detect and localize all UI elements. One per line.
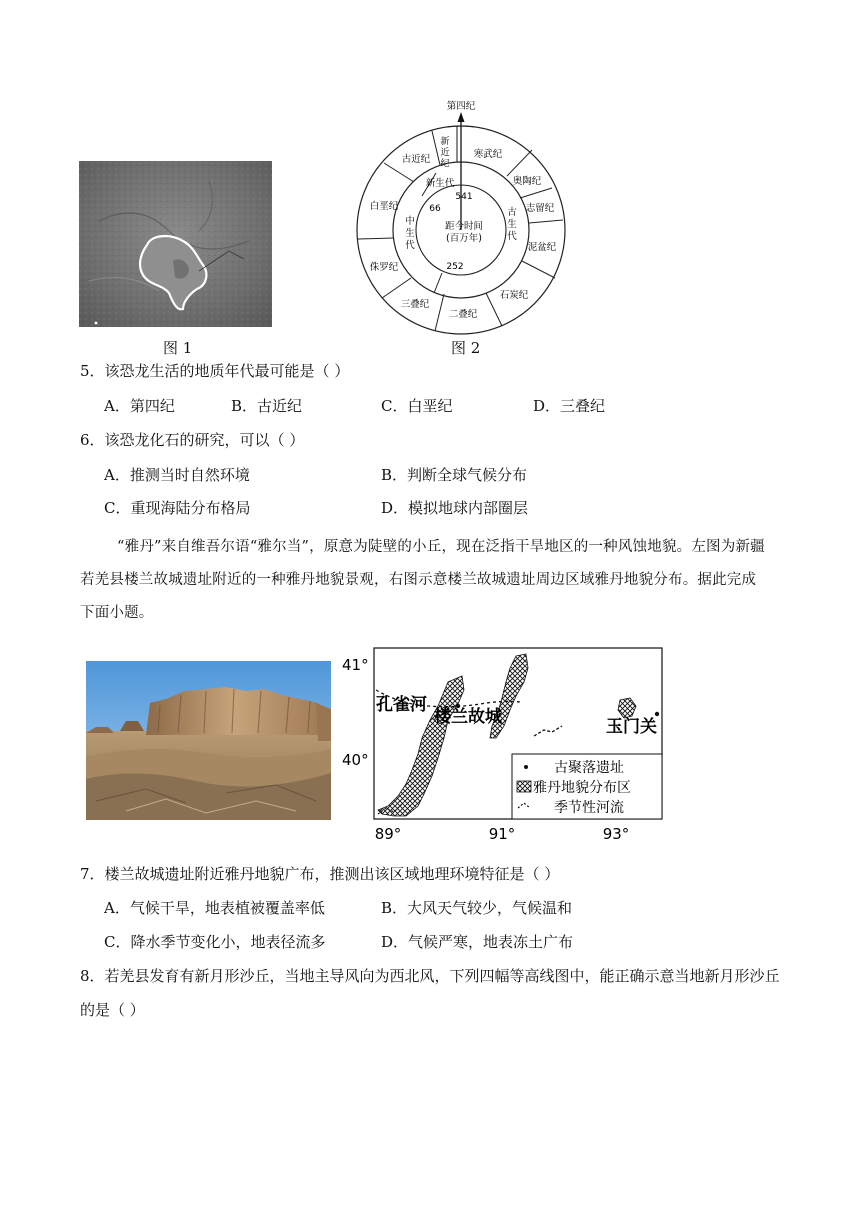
question-7-option-a[interactable]: A．气候干旱，地表植被覆盖率低 [104, 899, 325, 917]
label-541: 541 [455, 192, 473, 202]
question-5-text: 该恐龙生活的地质年代最可能是（ ） [104, 362, 350, 380]
legend-river-label: 季节性河流 [554, 800, 624, 816]
question-8-number: 8． [80, 967, 105, 985]
question-7-option-c[interactable]: C．降水季节变化小，地表径流多 [104, 933, 326, 951]
figure1-photo [79, 161, 272, 327]
label-mesozoic-3: 代 [405, 240, 415, 251]
label-paleozoic-1: 古 [507, 207, 517, 218]
question-7-text: 楼兰故城遗址附近雅丹地貌广布，推测出该区域地理环境特征是（ ） [104, 865, 560, 883]
lon-91-label: 91° [488, 825, 516, 843]
figure2-caption: 图 2 [451, 339, 481, 357]
label-mesozoic-1: 中 [405, 216, 415, 227]
label-silurian: 志留纪 [525, 203, 555, 214]
label-cretaceous: 白垩纪 [369, 201, 399, 212]
label-ordovician: 奥陶纪 [512, 176, 542, 187]
label-mesozoic-2: 生 [405, 228, 415, 239]
passage-line-1: “雅丹”来自维吾尔语“雅尔当”，原意为陡壁的小丘，现在泛指干旱地区的一种风蚀地貌。左图为新疆 [117, 539, 765, 555]
place-label-kongque-river: 孔雀河 [376, 695, 427, 715]
figure2-geologic-time-wheel [352, 98, 574, 338]
label-cambrian: 寒武纪 [473, 149, 503, 160]
question-7-option-d[interactable]: D．气候严寒，地表冻土广布 [381, 933, 574, 951]
legend-settlement-symbol [524, 765, 528, 769]
lat-40-label: 40° [342, 751, 369, 769]
label-cenozoic: 新生代 [425, 178, 455, 189]
label-neogene-1: 新 [440, 137, 450, 147]
question-6-option-a[interactable]: A．推测当时自然环境 [104, 466, 250, 484]
question-8-stem [80, 966, 780, 986]
question-6-text: 该恐龙化石的研究，可以（ ） [104, 431, 305, 449]
label-triassic: 三叠纪 [400, 299, 430, 310]
question-6-option-b[interactable]: B．判断全球气候分布 [381, 466, 528, 484]
place-label-yumenguan: 玉门关 [606, 717, 657, 737]
legend-settlement-label: 古聚落遗址 [554, 760, 624, 776]
lon-93-label: 93° [602, 825, 630, 843]
center-label-line2: (百万年) [446, 233, 482, 244]
question-6-option-d[interactable]: D．模拟地球内部圈层 [381, 499, 529, 517]
question-8-text-line1: 若羌县发育有新月形沙丘，当地主导风向为西北风，下列四幅等高线图中，能正确示意当地新月形沙丘 [104, 967, 780, 985]
question-5-option-c[interactable]: C．白垩纪 [381, 397, 453, 415]
yardang-distribution-map [340, 646, 670, 848]
question-6-stem [80, 430, 304, 450]
label-permian: 二叠纪 [448, 309, 478, 320]
question-7-number: 7． [80, 865, 105, 883]
passage [80, 531, 790, 630]
label-jurassic: 侏罗纪 [369, 262, 399, 273]
label-66: 66 [429, 204, 441, 214]
question-5-number: 5． [80, 362, 105, 380]
label-paleogene: 古近纪 [401, 154, 431, 165]
label-neogene-3: 纪 [440, 159, 450, 169]
lon-89-label: 89° [374, 825, 402, 843]
question-6-option-c[interactable]: C．重现海陆分布格局 [104, 499, 251, 517]
legend-yardang-label: 雅丹地貌分布区 [533, 780, 631, 796]
figure1-caption: 图 1 [163, 339, 193, 357]
question-5-stem [80, 361, 349, 381]
settlement-dot-yumenguan [655, 712, 659, 716]
legend-yardang-symbol [517, 781, 531, 792]
yardang-landscape-photo [86, 661, 331, 820]
passage-line-2: 若羌县楼兰故城遗址附近的一种雅丹地貌景观，右图示意楼兰故城遗址周边区域雅丹地貌分布。据此完成 [80, 572, 757, 588]
map-legend [512, 754, 662, 819]
question-7-stem [80, 864, 559, 884]
passage-line-3: 下面小题。 [80, 605, 154, 621]
question-5-option-a[interactable]: A．第四纪 [104, 397, 175, 415]
question-7-option-b[interactable]: B．大风天气较少，气候温和 [381, 899, 573, 917]
label-quaternary: 第四纪 [446, 101, 476, 112]
label-devonian: 泥盆纪 [527, 242, 557, 253]
place-label-loulan: 楼兰故城 [434, 707, 502, 727]
question-5-option-d[interactable]: D．三叠纪 [533, 397, 606, 415]
question-5-option-b[interactable]: B．古近纪 [231, 397, 303, 415]
label-paleozoic-2: 生 [507, 219, 517, 230]
question-8-text-line2: 的是（ ） [80, 1001, 145, 1019]
label-carboniferous: 石炭纪 [499, 290, 529, 301]
question-6-number: 6． [80, 431, 105, 449]
label-252: 252 [446, 262, 464, 272]
label-neogene-2: 近 [440, 148, 450, 158]
center-label-line1: 距今时间 [444, 221, 484, 232]
lat-41-label: 41° [342, 656, 369, 674]
label-paleozoic-3: 代 [507, 231, 517, 242]
